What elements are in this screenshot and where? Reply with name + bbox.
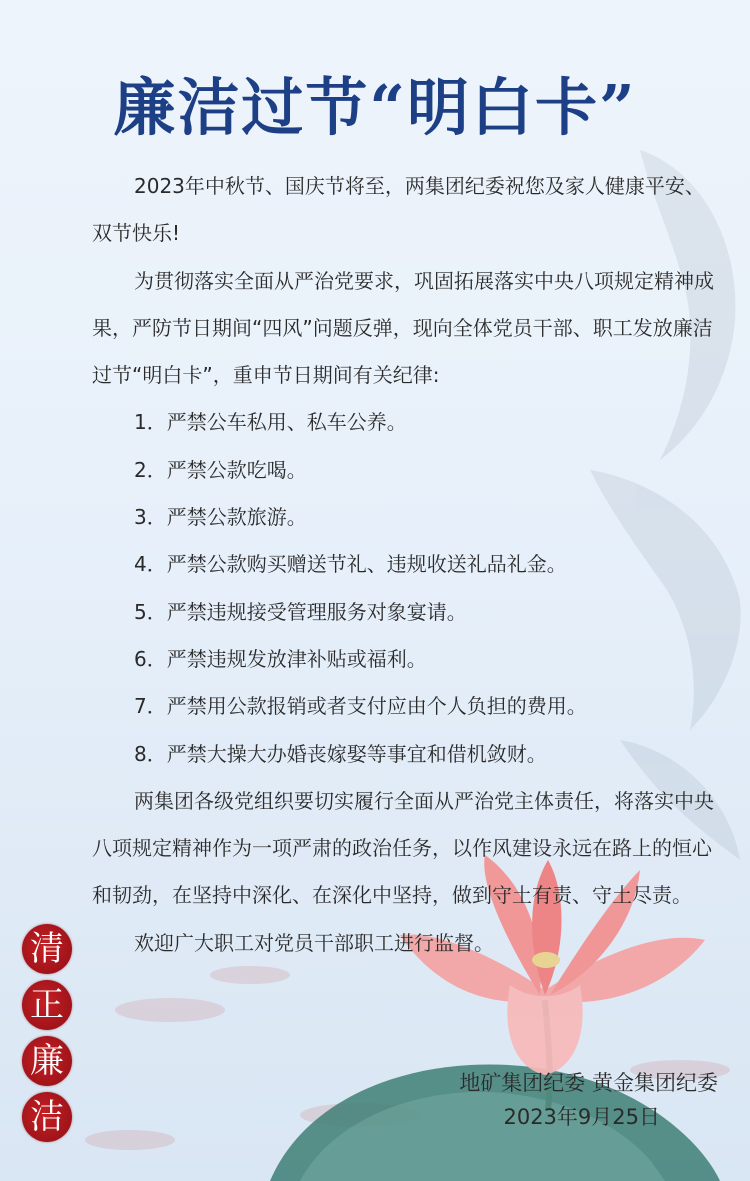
seal-stamp: 洁 [22,1092,72,1142]
rule-item: 2．严禁公款吃喝。 [134,457,307,482]
rule-item: 5．严禁违规接受管理服务对象宴请。 [134,599,467,624]
page-title: 廉洁过节“明白卡” [113,71,637,144]
signature-org: 地矿集团纪委 黄金集团纪委 [459,1071,718,1095]
rule-item: 4．严禁公款购买赠送节礼、违规收送礼品礼金。 [134,552,567,577]
rule-item: 1．严禁公车私用、私车公养。 [134,410,407,435]
rule-item: 7．严禁用公款报销或者支付应由个人负担的费用。 [134,694,587,719]
requirement-paragraph: 两集团各级党组织要切实履行全面从严治党主体责任，将落实中央八项规定精神作为一项严肃的政治任务，以作风建设永远在路上的恒心和韧劲，在坚持中深化、在深化中坚持，做到守土有责、守土尽责。 [92,788,714,908]
seal-stamp: 正 [22,980,72,1030]
seal-stamp: 清 [22,924,72,974]
purpose-paragraph: 为贯彻落实全面从严治党要求，巩固拓展落实中央八项规定精神成果，严防节日期间“四风”问题反弹，现向全体党员干部、职工发放廉洁过节“明白卡”，重申节日期间有关纪律: [92,268,714,388]
intro-paragraph: 2023年中秋节、国庆节将至，两集团纪委祝您及家人健康平安、双节快乐! [92,174,705,246]
signature-block [378,1066,718,1134]
seal-stamp: 廉 [22,1036,72,1086]
rule-item: 6．严禁违规发放津补贴或福利。 [134,646,427,671]
rules-list [92,399,720,777]
welcome-paragraph: 欢迎广大职工对党员干部职工进行监督。 [134,930,494,955]
seal-column [22,924,76,1148]
rule-item: 8．严禁大操大办婚丧嫁娶等事宜和借机敛财。 [134,741,547,766]
signature-date: 2023年9月25日 [503,1105,660,1129]
notice-body [92,163,720,967]
rule-item: 3．严禁公款旅游。 [134,505,307,530]
